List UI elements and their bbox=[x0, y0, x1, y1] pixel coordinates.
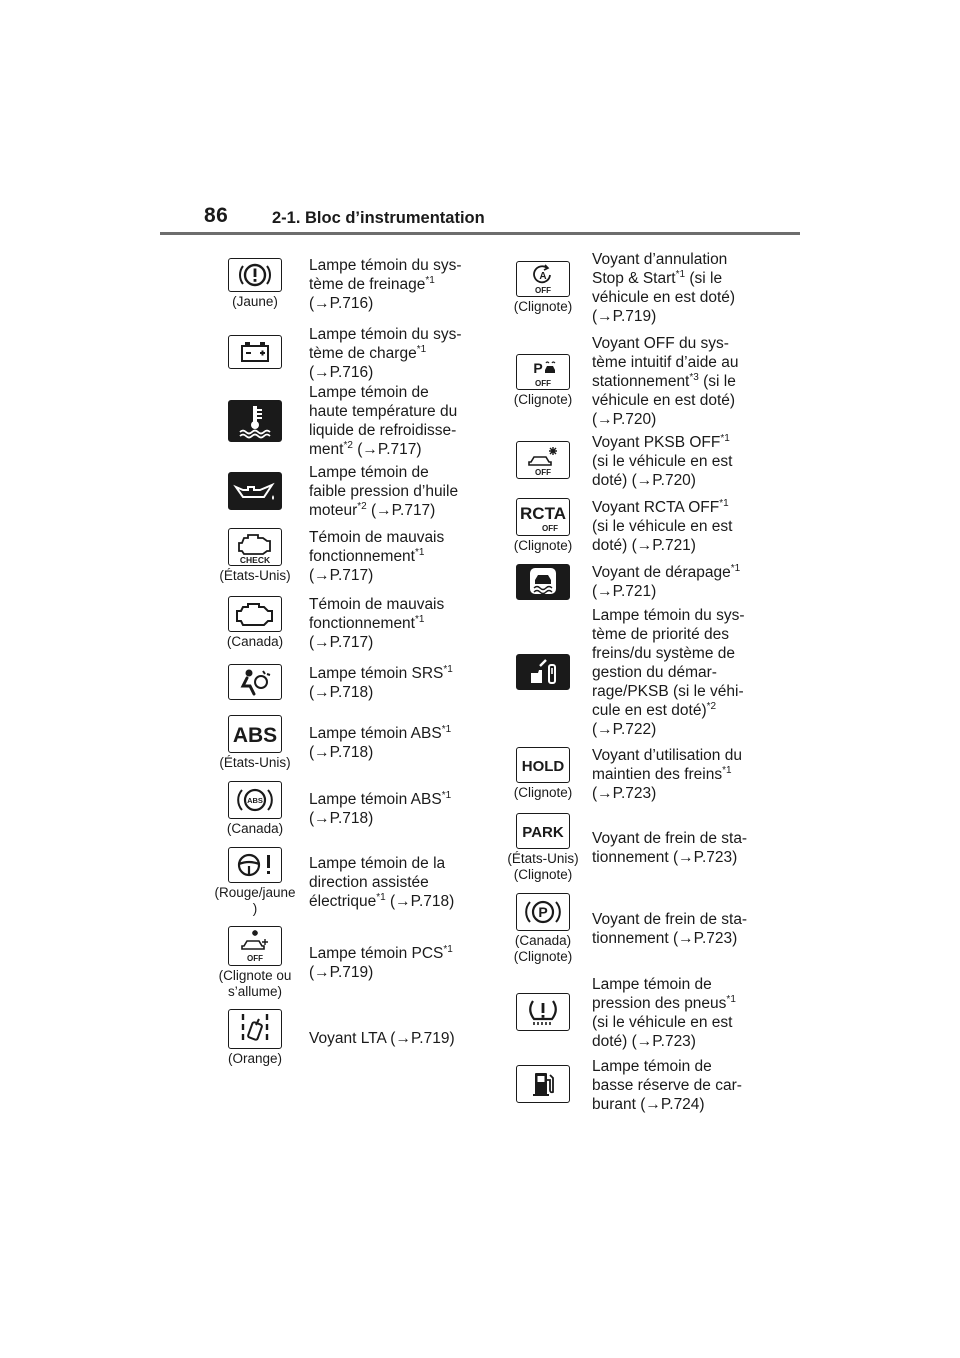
indicator-description: Lampe témoin du sys- tème de charge$^{*1}$ (→P.716) bbox=[309, 325, 462, 381]
indicator-entry bbox=[208, 324, 480, 382]
svg-text:P: P bbox=[533, 360, 543, 376]
indicator-caption: (Canada) bbox=[226, 634, 284, 649]
svg-text:P: P bbox=[538, 904, 548, 920]
indicator-entry bbox=[208, 842, 480, 922]
indicator-caption: (Orange) bbox=[227, 1051, 283, 1066]
lta-lane-icon bbox=[228, 1009, 282, 1049]
indicator-description: Lampe témoin du sys- tème de freinage$^{*1}$ (→P.716) bbox=[309, 256, 462, 312]
page-number: 86 bbox=[204, 204, 229, 227]
brake-system-warning-icon bbox=[228, 258, 282, 292]
indicator-description: Lampe témoin ABS$^{*1}$ (→P.718) bbox=[309, 790, 452, 827]
power-steering-icon bbox=[228, 847, 282, 883]
indicator-caption: (Clignote) bbox=[513, 785, 573, 800]
indicator-entry bbox=[208, 1004, 480, 1072]
indicator-entry bbox=[208, 460, 480, 522]
indicator-entry bbox=[208, 382, 480, 460]
slip-indicator-icon bbox=[516, 564, 570, 600]
stop-start-off-icon bbox=[516, 261, 570, 297]
indicator-description: Voyant d’utilisation du maintien des freins$^{*1}$ (→P.723) bbox=[592, 746, 742, 802]
indicator-description: Voyant de frein de sta- tionnement (→P.723) bbox=[592, 830, 748, 866]
indicator-entry bbox=[496, 604, 796, 740]
svg-text:OFF: OFF bbox=[535, 379, 551, 388]
brake-override-icon bbox=[516, 654, 570, 690]
check-engine-icon bbox=[228, 528, 282, 566]
indicator-entry bbox=[208, 922, 480, 1004]
indicator-caption: (États-Unis) bbox=[219, 568, 291, 583]
svg-text:RCTA: RCTA bbox=[520, 504, 566, 523]
indicator-entry bbox=[496, 740, 796, 808]
indicator-caption: (Jaune) bbox=[232, 294, 278, 309]
indicator-description: Lampe témoin de pression des pneus$^{*1}$ (si le véhicule en est doté) (→P.723) bbox=[592, 976, 736, 1050]
indicator-description: Lampe témoin de la direction assistée électrique$^{*1}$ (→P.718) bbox=[309, 854, 455, 910]
indicator-caption: (États-Unis) bbox=[219, 755, 291, 770]
indicator-description: Voyant RCTA OFF$^{*1}$ (si le véhicule en est doté) (→P.721) bbox=[592, 497, 733, 554]
indicator-caption: (Rouge/jaune ) bbox=[214, 885, 296, 916]
indicator-description: Voyant LTA (→P.719) bbox=[309, 1029, 455, 1047]
indicator-entry bbox=[496, 560, 796, 604]
brake-hold-icon bbox=[516, 747, 570, 783]
section-title: 2-1. Bloc d’instrumentation bbox=[272, 209, 485, 227]
indicator-entry bbox=[496, 332, 796, 430]
low-fuel-icon bbox=[516, 1065, 570, 1103]
indicator-entry bbox=[496, 808, 796, 888]
indicator-description: Lampe témoin de basse réserve de car- burant (→P.724) bbox=[592, 1057, 742, 1113]
left-indicator-column bbox=[208, 244, 480, 1072]
indicator-description: Lampe témoin de haute température du liquide de refroidisse- ment$^{*2}$ (→P.717) bbox=[309, 384, 458, 458]
indicator-description: Voyant d’annulation Stop & Start$^{*1}$ (si le véhicule en est doté) (→P.719) bbox=[592, 251, 736, 325]
indicator-entry bbox=[208, 656, 480, 710]
indicator-description: Voyant de frein de sta- tionnement (→P.723) bbox=[592, 911, 748, 947]
oil-pressure-icon bbox=[228, 472, 282, 510]
srs-airbag-icon bbox=[228, 664, 282, 700]
indicator-entry bbox=[496, 970, 796, 1056]
svg-text:OFF: OFF bbox=[535, 286, 551, 295]
indicator-caption: (Clignote) bbox=[513, 299, 573, 314]
indicator-caption: (Clignote) bbox=[513, 392, 573, 407]
indicator-description: Lampe témoin du sys- tème de priorité des freins/du système de gestion du démar- rage/PKSB (si le véhi- cule en est doté)$^{*2}$ (→P.722) bbox=[592, 606, 745, 738]
svg-text:OFF: OFF bbox=[535, 468, 551, 477]
tire-pressure-icon bbox=[516, 993, 570, 1031]
coolant-temperature-icon bbox=[228, 400, 282, 442]
indicator-entry bbox=[496, 492, 796, 560]
indicator-caption: (Canada) (Clignote) bbox=[513, 933, 573, 964]
indicator-caption: (Clignote ou s’allume) bbox=[218, 968, 292, 999]
indicator-entry bbox=[496, 1056, 796, 1114]
svg-text:ABS: ABS bbox=[232, 724, 278, 747]
pcs-off-icon bbox=[228, 926, 282, 966]
svg-text:ABS: ABS bbox=[247, 796, 263, 805]
indicator-caption: (États-Unis) (Clignote) bbox=[507, 851, 579, 882]
indicator-description: Voyant de dérapage$^{*1}$ (→P.721) bbox=[592, 563, 741, 600]
indicator-entry bbox=[496, 430, 796, 492]
park-text-icon bbox=[516, 813, 570, 849]
indicator-description: Voyant PKSB OFF$^{*1}$ (si le véhicule en est doté) (→P.720) bbox=[592, 432, 733, 489]
right-indicator-column bbox=[496, 244, 796, 1114]
indicator-entry bbox=[496, 244, 796, 332]
indicator-description: Lampe témoin de faible pression d’huile moteur$^{*2}$ (→P.717) bbox=[309, 463, 459, 519]
pksb-off-icon bbox=[516, 441, 570, 479]
indicator-entry bbox=[208, 710, 480, 776]
indicator-description: Lampe témoin SRS$^{*1}$ (→P.718) bbox=[309, 664, 453, 701]
indicator-caption: (Canada) bbox=[226, 821, 284, 836]
abs-text-icon bbox=[228, 715, 282, 753]
indicator-description: Lampe témoin ABS$^{*1}$ (→P.718) bbox=[309, 724, 452, 761]
indicator-caption: (Clignote) bbox=[513, 538, 573, 553]
indicator-entry bbox=[208, 590, 480, 656]
svg-text:OFF: OFF bbox=[247, 954, 263, 963]
svg-text:HOLD: HOLD bbox=[521, 758, 565, 775]
svg-text:A: A bbox=[539, 271, 547, 282]
charging-system-battery-icon bbox=[228, 335, 282, 369]
parking-brake-circle-icon bbox=[516, 893, 570, 931]
indicator-entry bbox=[208, 522, 480, 590]
indicator-description: Lampe témoin PCS$^{*1}$ (→P.719) bbox=[309, 944, 453, 981]
indicator-entry bbox=[208, 776, 480, 842]
engine-malfunction-icon bbox=[228, 596, 282, 632]
indicator-description: Voyant OFF du sys- tème intuitif d’aide au stationnement$^{*3}$ (si le véhicule en est doté) (→P.720) bbox=[592, 334, 739, 428]
indicator-entry bbox=[496, 888, 796, 970]
rcta-off-icon bbox=[516, 498, 570, 536]
indicator-description: Témoin de mauvais fonctionnement$^{*1}$ (→P.717) bbox=[309, 595, 445, 651]
svg-text:PARK: PARK bbox=[522, 824, 564, 841]
parking-support-off-icon bbox=[516, 354, 570, 390]
indicator-description: Témoin de mauvais fonctionnement$^{*1}$ (→P.717) bbox=[309, 528, 445, 584]
indicator-entry bbox=[208, 244, 480, 324]
svg-text:OFF: OFF bbox=[542, 524, 558, 533]
header-divider bbox=[160, 232, 800, 235]
abs-circle-icon bbox=[228, 781, 282, 819]
svg-text:CHECK: CHECK bbox=[239, 555, 271, 564]
